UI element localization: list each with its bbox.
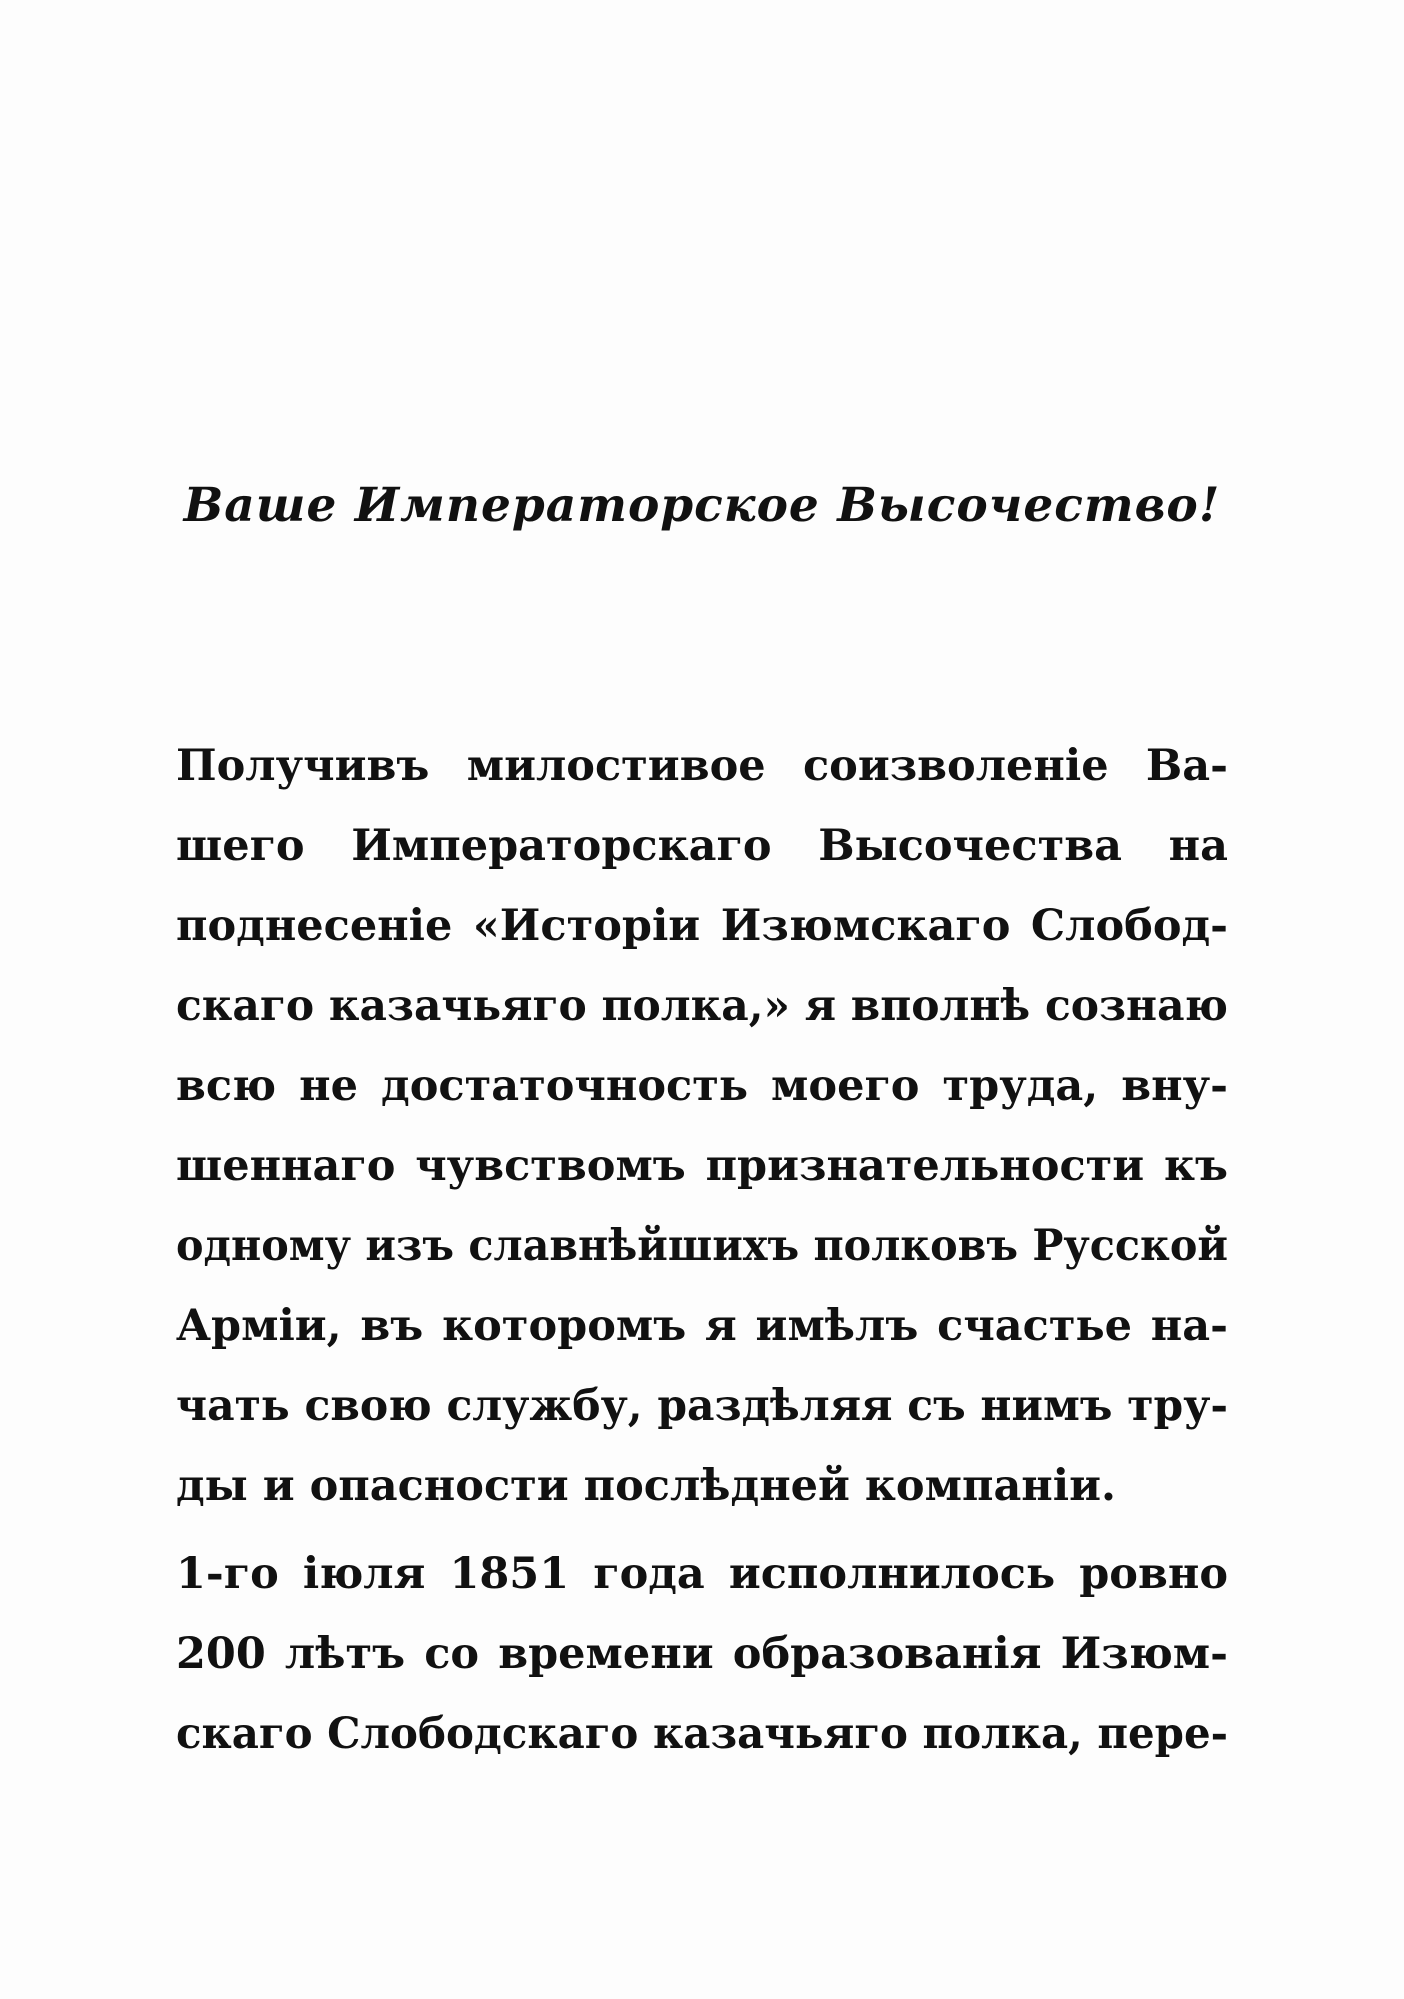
text-line: одному изъ славнѣйшихъ полковъ Русской [176, 1221, 1228, 1271]
text-line: Получивъ милостивое соизволеніе Ва- [176, 741, 1228, 791]
text-line: поднесеніе «Исторіи Изюмскаго Слобод- [176, 901, 1228, 951]
text-line: чать свою службу, раздѣляя съ нимъ тру- [176, 1381, 1228, 1431]
text-line: Арміи, въ которомъ я имѣлъ счастье на- [176, 1301, 1228, 1351]
text-line: скаго Слободскаго казачьяго полка, пере- [176, 1709, 1228, 1759]
paragraph-1 [176, 726, 1228, 1526]
body-text [176, 726, 1228, 1774]
text-line: ды и опасности послѣдней компаніи. [176, 1461, 1116, 1511]
paragraph-2 [176, 1534, 1228, 1774]
text-line: 200 лѣтъ со времени образованія Изюм- [176, 1629, 1228, 1679]
text-line: всю не достаточность моего труда, вну- [176, 1061, 1228, 1111]
text-line: 1-го іюля 1851 года исполнилось ровно [176, 1549, 1228, 1599]
text-line: шего Императорскаго Высочества на [176, 821, 1228, 871]
text-line: скаго казачьяго полка,» я вполнѣ сознаю [176, 981, 1228, 1031]
text-line: шеннаго чувствомъ признательности къ [176, 1141, 1228, 1191]
salutation-heading: Ваше Императорское Высочество! [183, 478, 1221, 533]
